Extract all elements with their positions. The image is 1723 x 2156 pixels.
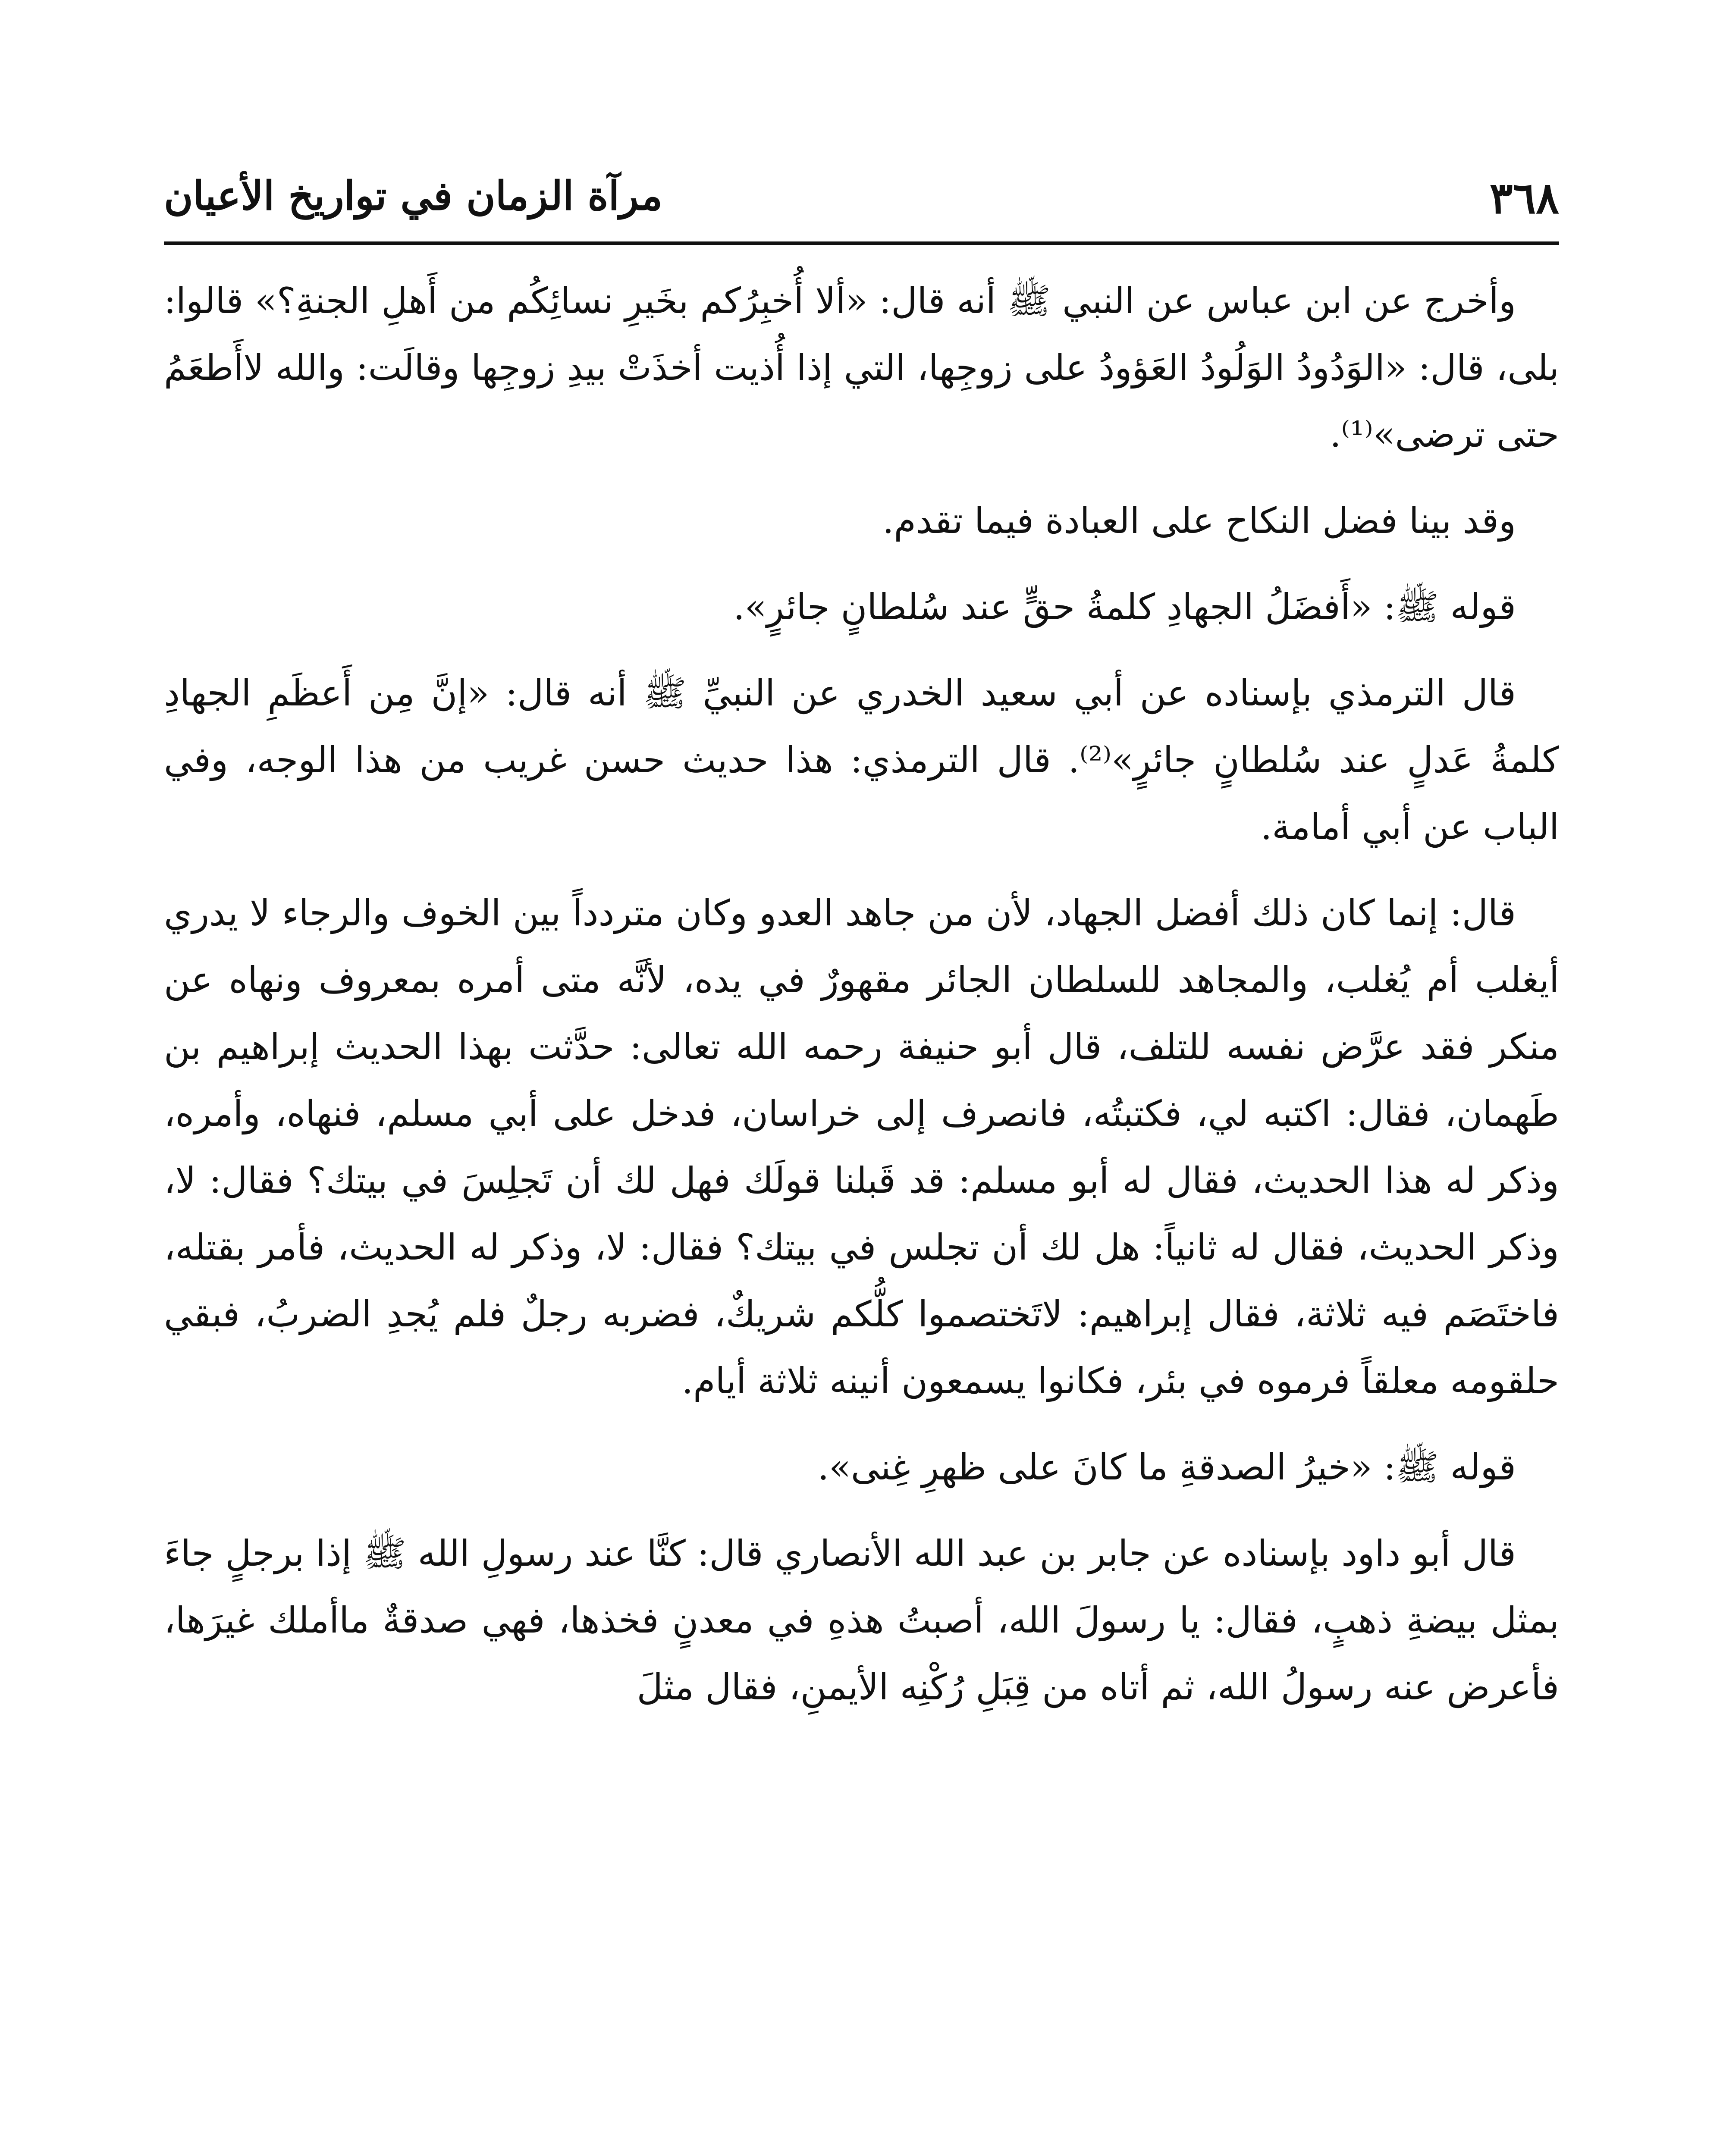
header-rule [164, 241, 1559, 245]
paragraph: وأخرج عن ابن عباس عن النبي ﷺ أنه قال: «ألا أُخبِرُكم بخَيرِ نسائِكُم من أَهلِ الجنةِ؟» قالوا: بلى، قال: «الوَدُودُ الوَلُودُ العَؤودُ على زوجِها، التي إذا أُذيت أخذَتْ بيدِ زوجِها وقالَت: والله لاأَطعَمُ حتى ترضى»⁽¹⁾. [164, 280, 1560, 455]
paragraph: وقد بينا فضل النكاح على العبادة فيما تقدم. [882, 500, 1516, 542]
paragraph: قوله ﷺ: «أَفضَلُ الجهادِ كلمةُ حقٍّ عند سُلطانٍ جائرٍ». [733, 586, 1516, 628]
page-number: ٣٦٨ [1489, 172, 1559, 223]
paragraph: قال: إنما كان ذلك أفضل الجهاد، لأن من جاهد العدو وكان متردداً بين الخوف والرجاء لا يدري أيغلب أم يُغلب، والمجاهد للسلطان الجائر مقهورٌ في يده، لأنَّه متى أمره بمعروف ونهاه عن منكر فقد عرَّض نفسه للتلف، قال أبو حنيفة رحمه الله تعالى: حدَّثت بهذا الحديث إبراهيم بن طَهمان، فقال: اكتبه لي، فكتبتُه، فانصرف إلى خراسان، فدخل على أبي مسلم، فنهاه، وأمره، وذكر له هذا الحديث، فقال له أبو مسلم: قد قَبلنا قولَك فهل لك أن تَجلِسَ في بيتك؟ فقال: لا، وذكر الحديث، فقال له ثانياً: هل لك أن تجلس في بيتك؟ فقال: لا، وذكر له الحديث، فأمر بقتله، فاختَصَم فيه ثلاثة، فقال إبراهيم: لاتَختصموا كلُّكم شريكٌ، فضربه رجلٌ فلم يُجدِ الضربُ، فبقي حلقومه معلقاً فرموه في بئر، فكانوا يسمعون أنينه ثلاثة أيام. [164, 892, 1559, 1402]
page-header [164, 147, 1559, 237]
main-text [164, 267, 1559, 1740]
paragraph: قال أبو داود بإسناده عن جابر بن عبد الله الأنصاري قال: كنَّا عند رسولِ الله ﷺ إذا برجلٍ جاءَ بمثل بيضةِ ذهبٍ، فقال: يا رسولَ الله، أصبتُ هذهِ في معدنٍ فخذها، فهي صدقةٌ ماأملك غيرَها، فأعرض عنه رسولُ الله، ثم أتاه من قِبَلِ رُكْنِه الأيمنِ، فقال مثلَ [164, 1532, 1559, 1708]
running-title: مرآة الزمان في تواريخ الأعيان [164, 172, 663, 219]
paragraph: قوله ﷺ: «خيرُ الصدقةِ ما كانَ على ظهرِ غِنى». [817, 1446, 1516, 1488]
paragraph: قال الترمذي بإسناده عن أبي سعيد الخدري عن النبيِّ ﷺ أنه قال: «إنَّ مِن أَعظَمِ الجهادِ كلمةُ عَدلٍ عند سُلطانٍ جائرٍ»⁽²⁾. قال الترمذي: هذا حديث حسن غريب من هذا الوجه، وفي الباب عن أبي أمامة. [164, 672, 1559, 848]
